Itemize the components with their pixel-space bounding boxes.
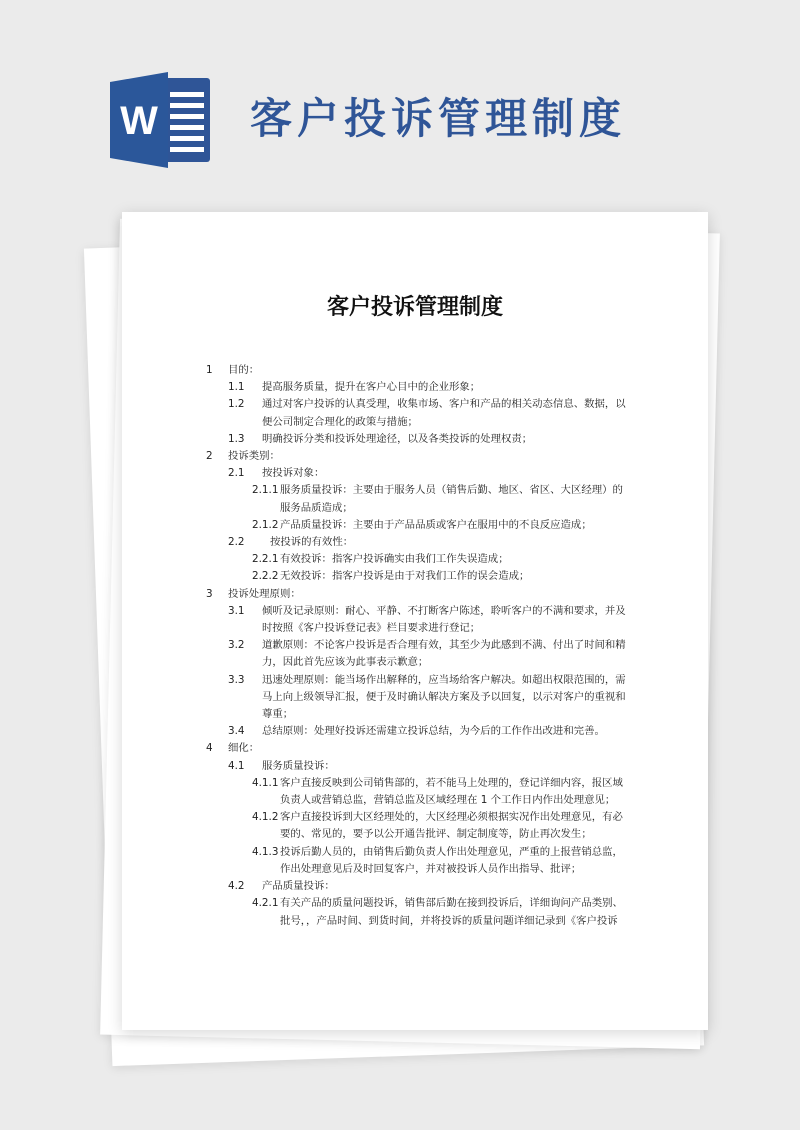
section-number: 2 [206, 450, 213, 463]
section-row [206, 465, 628, 482]
section-number: 3.3 [228, 673, 245, 686]
section-text: 道歉原则：不论客户投诉是否合理有效，其至少为此感到不满、付出了时间和精力，因此首先应该为此事表示歉意； [262, 639, 626, 669]
section-row [206, 723, 628, 740]
section-number: 1 [206, 364, 213, 376]
section-text: 投诉处理原则： [228, 587, 301, 600]
section-number: 4.1.1 [252, 776, 279, 789]
section-text: 迅速处理原则：能当场作出解释的，应当场给客户解决。如超出权限范围的，需马上向上级领导汇报，便于及时确认解决方案及予以回复，以示对客户的重视和尊重； [262, 673, 626, 721]
section-text: 目的： [228, 364, 260, 376]
section-number: 4.1.2 [252, 811, 279, 824]
section-row [206, 568, 628, 585]
section-text: 通过对客户投诉的认真受理，收集市场、客户和产品的相关动态信息、数据，以便公司制定合理化的政策与措施； [262, 398, 626, 428]
section-number: 2.2.2 [252, 570, 279, 583]
document-page [122, 212, 708, 1030]
section-text: 无效投诉：指客户投诉是由于对我们工作的误会造成； [280, 570, 530, 583]
section-number: 4.2 [228, 880, 245, 893]
section-text: 倾听及记录原则：耐心、平静、不打断客户陈述，聆听客户的不满和要求，并及时按照《客户投诉登记表》栏目要求进行登记； [262, 604, 626, 635]
section-row [206, 431, 628, 448]
section-row [206, 758, 628, 775]
section-text: 产品质量投诉：主要由于产品品质或客户在服用中的不良反应造成； [280, 518, 592, 531]
section-row [206, 379, 628, 396]
section-text: 投诉后勤人员的，由销售后勤负责人作出处理意见，严重的上报营销总监，作出处理意见后及时回复客户，并对被投诉人员作出指导、批评； [280, 845, 623, 875]
section-text: 投诉类别： [228, 450, 280, 463]
section-row [206, 895, 628, 929]
section-row [206, 809, 628, 843]
section-number: 4 [206, 742, 213, 755]
section-number: 3.1 [228, 604, 245, 617]
banner [0, 0, 800, 200]
section-number: 2.1 [228, 467, 245, 480]
section-row [206, 740, 628, 757]
section-row [206, 672, 628, 724]
section-text: 按投诉的有效性： [270, 536, 354, 549]
section-number: 1.3 [228, 432, 245, 445]
section-number: 2.1.2 [252, 518, 279, 531]
svg-text:W: W [120, 99, 158, 143]
section-row [206, 534, 628, 551]
document-title: 客户投诉管理制度 [326, 295, 503, 320]
section-row [206, 396, 628, 430]
section-text: 有关产品的质量问题投诉，销售部后勤在接到投诉后，详细询问产品类别、批号，，产品时间、到货时间，并将投诉的质量问题详细记录到《客户投诉 [280, 897, 623, 927]
section-number: 3.2 [228, 639, 245, 652]
banner-title: 客户投诉管理制度 [250, 94, 627, 143]
section-row [206, 603, 628, 637]
section-number: 4.1 [228, 759, 245, 772]
section-text: 有效投诉：指客户投诉确实由我们工作失误造成； [280, 553, 509, 566]
section-text: 提高服务质量，提升在客户心目中的企业形象； [262, 381, 481, 394]
section-text: 明确投诉分类和投诉处理途径，以及各类投诉的处理权责； [262, 432, 533, 445]
section-row [206, 586, 628, 603]
section-number: 2.1.1 [252, 484, 279, 497]
section-number: 4.1.3 [252, 845, 279, 858]
document-outline [206, 362, 628, 930]
section-row [206, 844, 628, 878]
section-text: 客户直接投诉到大区经理处的，大区经理必须根据实况作出处理意见，有必要的、常见的，要予以公开通告批评、制定制度等，防止再次发生； [280, 811, 623, 841]
section-row [206, 637, 628, 671]
section-text: 服务质量投诉： [262, 759, 335, 772]
section-text: 按投诉对象： [262, 467, 325, 480]
section-row [206, 517, 628, 534]
section-number: 3 [206, 587, 213, 600]
section-number: 2.2 [228, 536, 245, 549]
section-number: 2.2.1 [252, 553, 279, 566]
section-row [206, 362, 628, 379]
section-number: 3.4 [228, 725, 245, 738]
section-text: 产品质量投诉： [262, 880, 335, 893]
section-row [206, 878, 628, 895]
section-row [206, 482, 628, 516]
section-text: 客户直接反映到公司销售部的，若不能马上处理的，登记详细内容，报区域负责人或营销总监，营销总监及区域经理在 1 个工作日内作出处理意见； [280, 776, 623, 807]
word-document-icon [110, 72, 214, 168]
section-row [206, 551, 628, 568]
section-number: 1.2 [228, 398, 245, 411]
section-number: 1.1 [228, 381, 245, 394]
section-text: 细化： [228, 742, 260, 755]
section-row [206, 448, 628, 465]
section-row [206, 775, 628, 809]
section-text: 总结原则：处理好投诉还需建立投诉总结，为今后的工作作出改进和完善。 [262, 725, 605, 738]
section-text: 服务质量投诉：主要由于服务人员（销售后勤、地区、省区、大区经理）的服务品质造成； [280, 484, 623, 514]
section-number: 4.2.1 [252, 897, 279, 910]
